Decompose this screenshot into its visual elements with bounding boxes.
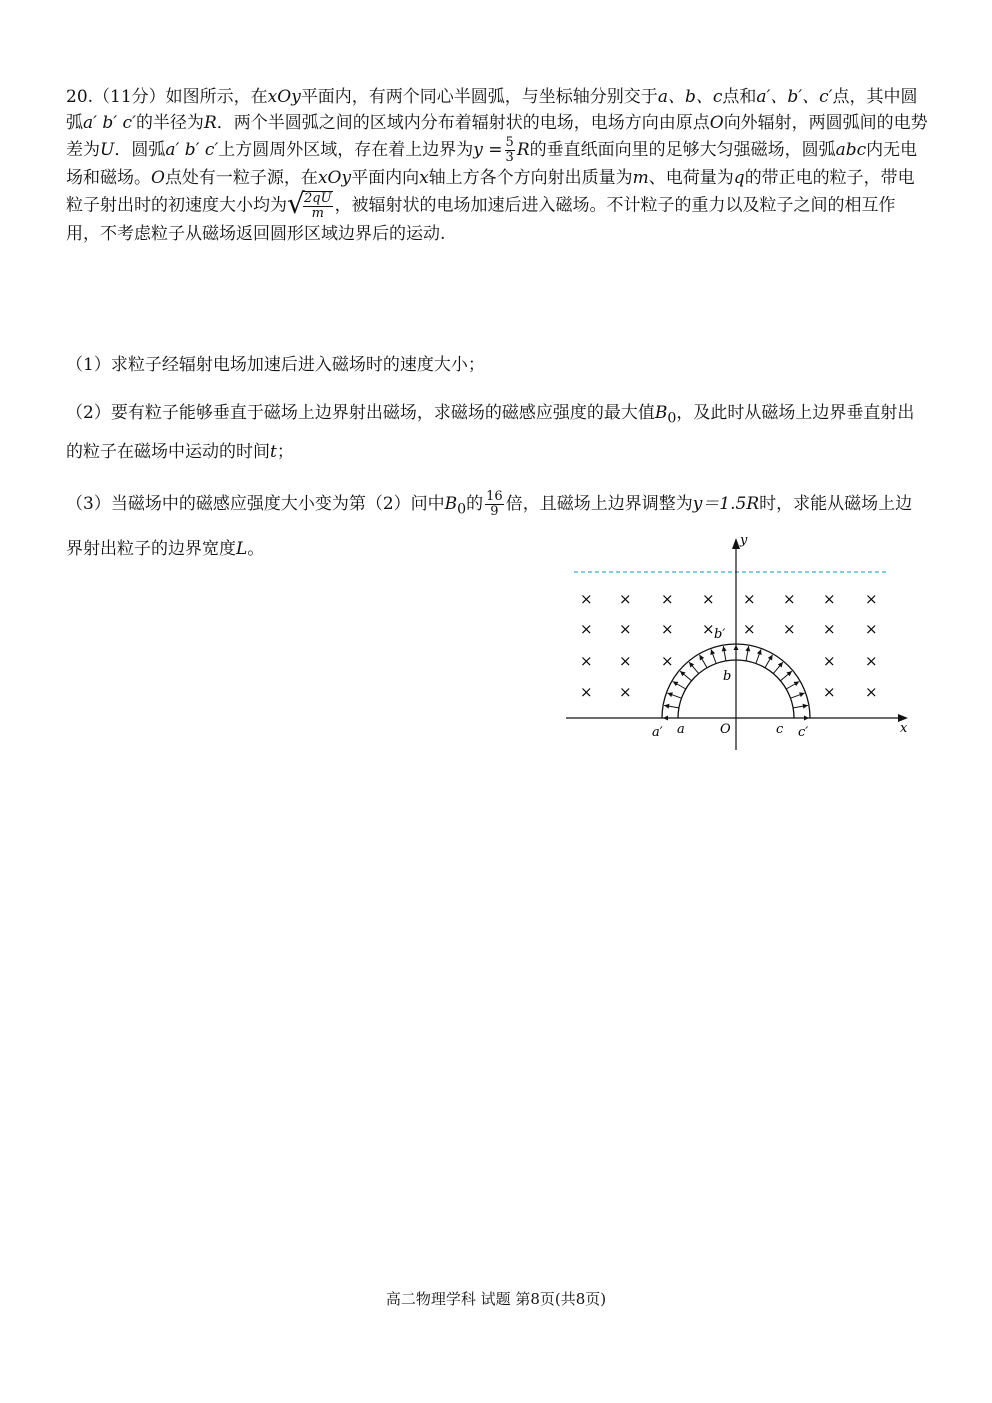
field-arrow-icon (722, 646, 727, 651)
field-marks (580, 590, 878, 701)
stem-text: 、电荷量为 (648, 168, 734, 188)
symbol: R (516, 140, 530, 160)
symbol: U (100, 140, 115, 160)
symbol: xOy (317, 168, 352, 188)
stem-text: 点，其中圆弧 (66, 87, 918, 133)
field-into-page-mark: × (619, 652, 632, 670)
fraction-16-9 (485, 490, 504, 519)
field-into-page-mark: × (743, 590, 756, 608)
radical-sign: √ (287, 187, 305, 220)
point-a-label: a (677, 722, 685, 737)
field-into-page-mark: × (661, 652, 674, 670)
field-into-page-mark: × (661, 620, 674, 638)
q3-text: 。 (247, 539, 265, 560)
symbol: O (709, 113, 724, 133)
field-arrow-icon (664, 704, 669, 709)
field-into-page-mark: × (865, 683, 878, 701)
point-c-label: c (776, 722, 784, 737)
q2-text: ； (276, 442, 294, 463)
q2-text: （2）要有粒子能够垂直于磁场上边界射出磁场，求磁场的磁感应强度的最大值 (66, 403, 655, 423)
frac-num: 5 (505, 135, 514, 150)
stem-text: ．两个半圆弧之间的区域内分布着辐射状的电场，电场方向由原点 (216, 113, 710, 133)
symbol: t (270, 442, 277, 463)
field-arrow-icon (734, 645, 739, 650)
stem-text: 向外辐射，两圆弧间的电势差为 (66, 113, 928, 160)
field-into-page-mark: × (702, 620, 715, 638)
question-20-stem (66, 84, 928, 247)
frac-den: 9 (490, 504, 499, 519)
physics-diagram (566, 534, 912, 756)
stem-text: 上方圆周外区域，存在着上边界为 (218, 140, 474, 160)
sqrt-expression (287, 187, 335, 221)
point-b-label: b (723, 669, 732, 684)
symbol: y = (473, 140, 503, 160)
q2-text: ，及此时从磁场上边界垂直射出的粒子在磁场中运动的时间 (66, 403, 915, 463)
frac-den: 3 (505, 150, 514, 165)
symbol: O (151, 168, 165, 188)
diagram-svg (566, 534, 912, 756)
field-into-page-mark: × (783, 620, 796, 638)
frac-den: m (311, 206, 324, 221)
field-into-page-mark: × (823, 652, 836, 670)
symbol: m (632, 168, 649, 188)
field-arrow-icon (804, 716, 809, 721)
page-footer: 高二物理学科 试题 第8页(共8页) (385, 1290, 607, 1308)
field-into-page-mark: × (823, 620, 836, 638)
point-a-prime-label: a′ (652, 725, 663, 740)
field-into-page-mark: × (619, 683, 632, 701)
symbol: B (444, 494, 458, 514)
symbol: L (236, 539, 248, 560)
symbol: x (419, 168, 429, 188)
stem-text: 的垂直纸面向里的足够大匀强磁场，圆弧 (529, 140, 836, 160)
field-into-page-mark: × (619, 590, 632, 608)
symbol: xOy (267, 87, 301, 107)
field-into-page-mark: × (823, 683, 836, 701)
field-arrow-icon (663, 716, 668, 721)
point-b-prime-label: b′ (714, 627, 726, 642)
field-into-page-mark: × (865, 590, 878, 608)
symbol: a、b、c (657, 87, 723, 107)
stem-text: 内无电场和磁场。 (66, 140, 918, 188)
subscript: 0 (667, 410, 677, 427)
field-into-page-mark: × (865, 652, 878, 670)
symbol: R (203, 113, 217, 133)
field-arrow-icon (745, 646, 750, 651)
field-into-page-mark: × (702, 590, 715, 608)
q3-text: 的 (466, 494, 484, 514)
q3-text: 时，求能从磁场上边界射出粒子的边界宽度 (66, 494, 913, 560)
stem-text: ，被辐射状的电场加速后进入磁场。不计粒子的重力以及粒子之间的相互作用，不考虑粒子从磁场返回圆形区域边界后的运动. (66, 195, 896, 244)
q3-text: （3）当磁场中的磁感应强度大小变为第（2）问中 (66, 494, 445, 514)
frac-num: 2qU (304, 191, 332, 206)
symbol: B (654, 403, 668, 423)
field-into-page-mark: × (823, 590, 836, 608)
stem-text: 点处有一粒子源，在 (164, 168, 318, 188)
symbol: y＝1.5R (692, 494, 760, 514)
stem-text: 平面内向 (351, 168, 420, 188)
frac-num: 16 (486, 489, 503, 504)
symbol: q (733, 168, 745, 188)
field-into-page-mark: × (619, 620, 632, 638)
stem-text: 平面内，有两个同心半圆弧，与坐标轴分别交于 (300, 87, 658, 107)
field-into-page-mark: × (661, 590, 674, 608)
field-into-page-mark: × (580, 590, 593, 608)
stem-text: 的带正电的粒子，带电粒子射出时的初速度大小均为 (66, 168, 915, 216)
stem-text: 轴上方各个方向射出质量为 (428, 168, 633, 188)
q3-text: 倍，且磁场上边界调整为 (505, 494, 693, 514)
point-c-prime-label: c′ (798, 725, 809, 740)
stem-text: ．圆弧 (114, 140, 166, 160)
field-arrow-icon (803, 704, 808, 709)
y-axis-arrow-icon (732, 538, 740, 549)
stem-text: 的半径为 (135, 113, 204, 133)
field-into-page-mark: × (580, 620, 593, 638)
field-into-page-mark: × (580, 652, 593, 670)
field-into-page-mark: × (783, 590, 796, 608)
y-axis-label: y (740, 534, 748, 548)
field-into-page-mark: × (865, 620, 878, 638)
sqrt-fraction (303, 191, 333, 221)
field-into-page-mark: × (743, 620, 756, 638)
fraction-5-3 (505, 136, 515, 165)
x-axis-label: x (900, 721, 908, 736)
subscript: 0 (457, 501, 467, 518)
field-into-page-mark: × (580, 683, 593, 701)
sub-question-1 (66, 352, 928, 378)
stem-text: 点和 (722, 87, 757, 107)
sub-question-2 (66, 396, 928, 469)
q1-text: （1）求粒子经辐射电场加速后进入磁场时的速度大小； (66, 355, 485, 375)
symbol: abc (835, 140, 867, 160)
symbol: a′ b′ c′ (165, 140, 219, 160)
origin-label: O (720, 722, 731, 737)
stem-text: 20.（11分）如图所示，在 (66, 87, 268, 107)
symbol: a′、b′、c′ (756, 87, 833, 107)
symbol: a′ b′ c′ (83, 113, 136, 133)
